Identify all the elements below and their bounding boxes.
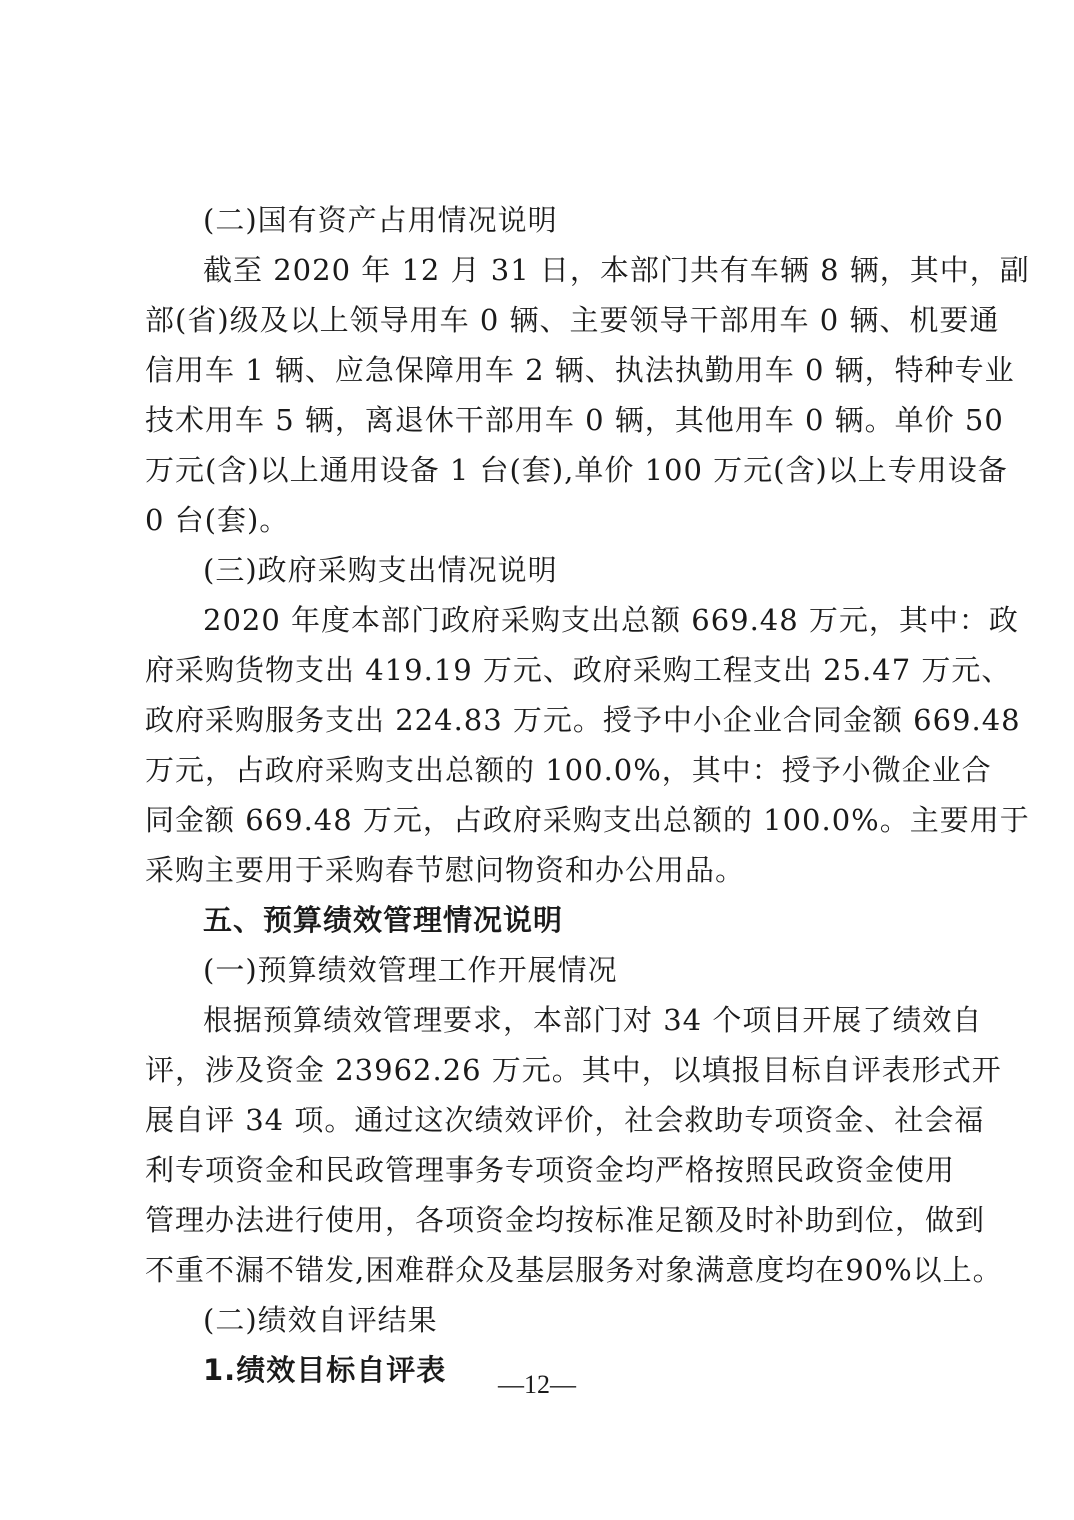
text-line: 利专项资金和民政管理事务专项资金均严格按照民政资金使用 [145, 1153, 956, 1187]
text-line: 展自评 34 项。通过这次绩效评价，社会救助专项资金、社会福 [145, 1103, 985, 1137]
document-body [145, 195, 1030, 1395]
text-line: 信用车 1 辆、应急保障用车 2 辆、执法执勤用车 0 辆，特种专业 [145, 353, 1015, 387]
text-line: 根据预算绩效管理要求，本部门对 34 个项目开展了绩效自 [203, 1003, 983, 1037]
text-line: (一)预算绩效管理工作开展情况 [203, 953, 618, 987]
text-line: 截至 2020 年 12 月 31 日，本部门共有车辆 8 辆，其中，副 [203, 253, 1030, 287]
text-line: (二)国有资产占用情况说明 [203, 203, 558, 237]
page-number: —12— [498, 1370, 576, 1399]
text-line: 技术用车 5 辆，离退休干部用车 0 辆，其他用车 0 辆。单价 50 [145, 403, 1004, 437]
text-line: 万元(含)以上通用设备 1 台(套),单价 100 万元(含)以上专用设备 [145, 453, 1008, 487]
text-line: 府采购货物支出 419.19 万元、政府采购工程支出 25.47 万元、 [145, 653, 1012, 687]
text-line: 政府采购服务支出 224.83 万元。授予中小企业合同金额 669.48 [145, 703, 1021, 737]
text-line: 0 台(套)。 [145, 503, 290, 537]
text-line: (二)绩效自评结果 [203, 1303, 438, 1337]
section-heading: 1.绩效目标自评表 [203, 1353, 447, 1387]
text-line: 2020 年度本部门政府采购支出总额 669.48 万元，其中：政 [203, 603, 1019, 637]
section-heading: 五、预算绩效管理情况说明 [203, 903, 564, 937]
text-line: 采购主要用于采购春节慰问物资和办公用品。 [145, 853, 746, 887]
text-line: 万元，占政府采购支出总额的 100.0%，其中：授予小微企业合 [145, 753, 992, 787]
text-line: 管理办法进行使用，各项资金均按标准足额及时补助到位，做到 [145, 1203, 986, 1237]
text-line: 不重不漏不错发,困难群众及基层服务对象满意度均在90%以上。 [145, 1253, 1003, 1287]
text-line: 部(省)级及以上领导用车 0 辆、主要领导干部用车 0 辆、机要通 [145, 303, 1000, 337]
text-line: 评，涉及资金 23962.26 万元。其中，以填报目标自评表形式开 [145, 1053, 1002, 1087]
text-line: 同金额 669.48 万元，占政府采购支出总额的 100.0%。主要用于 [145, 803, 1030, 837]
text-line: (三)政府采购支出情况说明 [203, 553, 558, 587]
